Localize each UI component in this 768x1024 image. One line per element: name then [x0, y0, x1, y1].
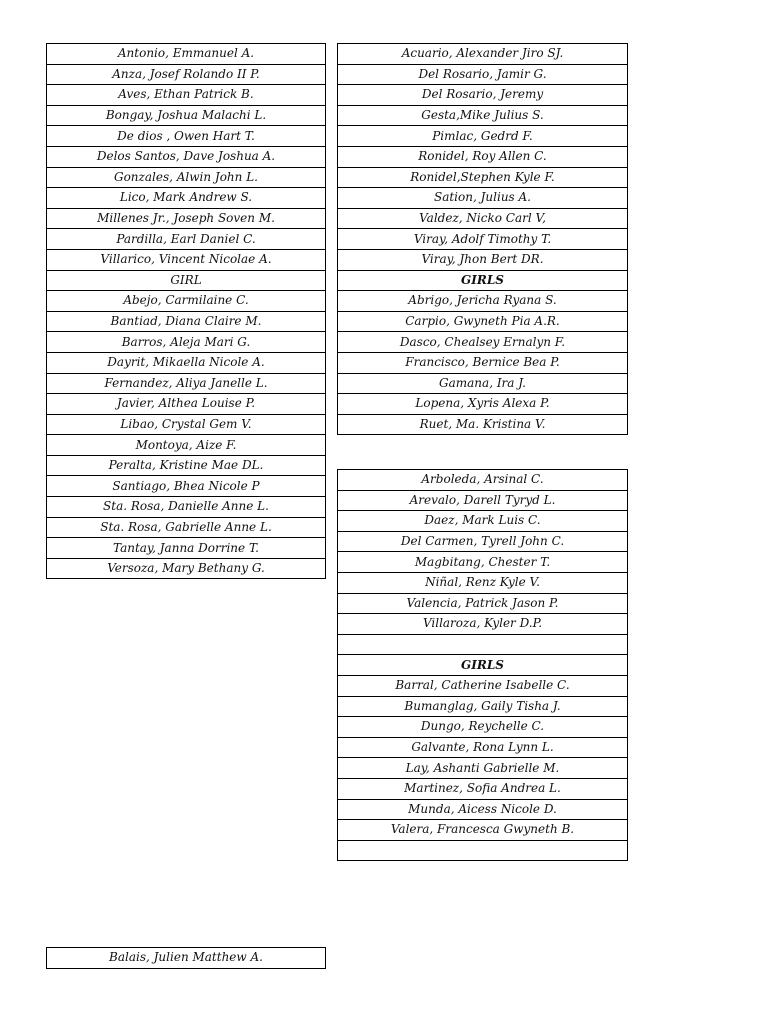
- name-cell: Ruet, Ma. Kristina V.: [338, 414, 628, 435]
- table-row: [338, 840, 628, 861]
- name-cell: Bumanglag, Gaily Tisha J.: [338, 696, 628, 717]
- table-row: [338, 572, 628, 593]
- name-cell: Delos Santos, Dave Joshua A.: [47, 146, 326, 167]
- table-row: [47, 394, 326, 415]
- table-row: [47, 373, 326, 394]
- table-row: [338, 511, 628, 532]
- table-row: [338, 675, 628, 696]
- table-row: [338, 167, 628, 188]
- name-cell: Lay, Ashanti Gabrielle M.: [338, 758, 628, 779]
- table-row: [47, 229, 326, 250]
- table-row: [47, 249, 326, 270]
- table-row: [47, 270, 326, 291]
- table-row: [338, 394, 628, 415]
- name-cell: Barros, Aleja Mari G.: [47, 332, 326, 353]
- name-cell: Acuario, Alexander Jiro SJ.: [338, 44, 628, 65]
- bottom-name-table: [46, 947, 326, 969]
- name-cell: Carpio, Gwyneth Pia A.R.: [338, 311, 628, 332]
- table-row: [338, 188, 628, 209]
- table-row: [338, 105, 628, 126]
- name-cell: Abejo, Carmilaine C.: [47, 291, 326, 312]
- table-row: [338, 799, 628, 820]
- table-row: [338, 332, 628, 353]
- table-row: [338, 820, 628, 841]
- table-row: [338, 229, 628, 250]
- name-cell: Valencia, Patrick Jason P.: [338, 593, 628, 614]
- table-row: [338, 531, 628, 552]
- name-cell: Tantay, Janna Dorrine T.: [47, 538, 326, 559]
- name-cell: Valera, Francesca Gwyneth B.: [338, 820, 628, 841]
- right-bottom-name-table: [337, 469, 628, 861]
- name-cell: Del Rosario, Jamir G.: [338, 64, 628, 85]
- name-cell: Barral, Catherine Isabelle C.: [338, 675, 628, 696]
- table-row: [338, 146, 628, 167]
- name-cell: Santiago, Bhea Nicole P: [47, 476, 326, 497]
- name-cell: Viray, Jhon Bert DR.: [338, 249, 628, 270]
- name-cell: Bongay, Joshua Malachi L.: [47, 105, 326, 126]
- table-row: [47, 332, 326, 353]
- table-row: [338, 470, 628, 491]
- table-row: [47, 85, 326, 106]
- table-row: [338, 85, 628, 106]
- name-cell: Villarico, Vincent Nicolae A.: [47, 249, 326, 270]
- name-cell: Villaroza, Kyler D.P.: [338, 614, 628, 635]
- table-row: [47, 146, 326, 167]
- name-cell: Magbitang, Chester T.: [338, 552, 628, 573]
- table-row: [47, 497, 326, 518]
- table-row: [338, 373, 628, 394]
- table-row: [338, 552, 628, 573]
- name-cell: Gesta,Mike Julius S.: [338, 105, 628, 126]
- name-cell: Dasco, Chealsey Ernalyn F.: [338, 332, 628, 353]
- table-row: [47, 105, 326, 126]
- table-row: [338, 490, 628, 511]
- table-row: [338, 696, 628, 717]
- name-cell: Sta. Rosa, Gabrielle Anne L.: [47, 517, 326, 538]
- table-row: [47, 558, 326, 579]
- table-row: [338, 593, 628, 614]
- name-cell: Daez, Mark Luis C.: [338, 511, 628, 532]
- table-row: [338, 311, 628, 332]
- name-cell: Munda, Aicess Nicole D.: [338, 799, 628, 820]
- table-row: [47, 476, 326, 497]
- name-cell: GIRL: [47, 270, 326, 291]
- table-row: [338, 44, 628, 65]
- name-cell: Gamana, Ira J.: [338, 373, 628, 394]
- name-cell: Ronidel,Stephen Kyle F.: [338, 167, 628, 188]
- table-row: [47, 455, 326, 476]
- name-cell: Dayrit, Mikaella Nicole A.: [47, 352, 326, 373]
- name-cell: Del Rosario, Jeremy: [338, 85, 628, 106]
- name-cell: Dungo, Reychelle C.: [338, 717, 628, 738]
- table-row: [338, 717, 628, 738]
- table-row: [47, 538, 326, 559]
- left-name-table: [46, 43, 326, 579]
- table-row: [47, 517, 326, 538]
- table-row: [338, 634, 628, 655]
- name-cell: Balais, Julien Matthew A.: [47, 948, 326, 969]
- section-header-cell: GIRLS: [338, 270, 628, 291]
- table-row: [338, 249, 628, 270]
- table-row: [47, 126, 326, 147]
- name-cell: Arboleda, Arsinal C.: [338, 470, 628, 491]
- table-row: [338, 758, 628, 779]
- name-cell: Viray, Adolf Timothy T.: [338, 229, 628, 250]
- name-cell: Bantiad, Diana Claire M.: [47, 311, 326, 332]
- table-row: [338, 614, 628, 635]
- name-cell: Millenes Jr., Joseph Soven M.: [47, 208, 326, 229]
- name-cell: Galvante, Rona Lynn L.: [338, 737, 628, 758]
- table-row: [47, 435, 326, 456]
- name-cell: Montoya, Aize F.: [47, 435, 326, 456]
- table-row: [338, 778, 628, 799]
- name-cell: Martinez, Sofia Andrea L.: [338, 778, 628, 799]
- name-cell: [338, 634, 628, 655]
- name-cell: [338, 840, 628, 861]
- table-row: [47, 352, 326, 373]
- name-cell: Versoza, Mary Bethany G.: [47, 558, 326, 579]
- table-row: [338, 352, 628, 373]
- table-row: [47, 948, 326, 969]
- right-top-name-table: [337, 43, 628, 435]
- table-row: [47, 208, 326, 229]
- name-cell: Francisco, Bernice Bea P.: [338, 352, 628, 373]
- table-row: [338, 208, 628, 229]
- name-cell: Del Carmen, Tyrell John C.: [338, 531, 628, 552]
- name-cell: Javier, Althea Louise P.: [47, 394, 326, 415]
- table-row: [338, 126, 628, 147]
- table-row: [338, 414, 628, 435]
- table-row: [338, 737, 628, 758]
- name-cell: Sation, Julius A.: [338, 188, 628, 209]
- name-cell: Antonio, Emmanuel A.: [47, 44, 326, 65]
- name-cell: Pardilla, Earl Daniel C.: [47, 229, 326, 250]
- name-cell: Arevalo, Darell Tyryd L.: [338, 490, 628, 511]
- table-row: [47, 188, 326, 209]
- name-cell: Ronidel, Roy Allen C.: [338, 146, 628, 167]
- table-row: [338, 291, 628, 312]
- table-row: [47, 44, 326, 65]
- name-cell: Sta. Rosa, Danielle Anne L.: [47, 497, 326, 518]
- name-cell: Libao, Crystal Gem V.: [47, 414, 326, 435]
- table-row: [47, 167, 326, 188]
- section-header-row: [338, 655, 628, 676]
- name-cell: Valdez, Nicko Carl V,: [338, 208, 628, 229]
- name-cell: Lico, Mark Andrew S.: [47, 188, 326, 209]
- name-cell: Anza, Josef Rolando II P.: [47, 64, 326, 85]
- name-cell: Lopena, Xyris Alexa P.: [338, 394, 628, 415]
- name-cell: Abrigo, Jericha Ryana S.: [338, 291, 628, 312]
- table-row: [47, 311, 326, 332]
- section-header-row: [338, 270, 628, 291]
- name-cell: Peralta, Kristine Mae DL.: [47, 455, 326, 476]
- table-row: [47, 414, 326, 435]
- table-row: [47, 64, 326, 85]
- section-header-cell: GIRLS: [338, 655, 628, 676]
- name-cell: Aves, Ethan Patrick B.: [47, 85, 326, 106]
- table-row: [338, 64, 628, 85]
- name-cell: Pimlac, Gedrd F.: [338, 126, 628, 147]
- name-cell: Fernandez, Aliya Janelle L.: [47, 373, 326, 394]
- name-cell: Gonzales, Alwin John L.: [47, 167, 326, 188]
- name-cell: De dios , Owen Hart T.: [47, 126, 326, 147]
- name-cell: Niñal, Renz Kyle V.: [338, 572, 628, 593]
- table-row: [47, 291, 326, 312]
